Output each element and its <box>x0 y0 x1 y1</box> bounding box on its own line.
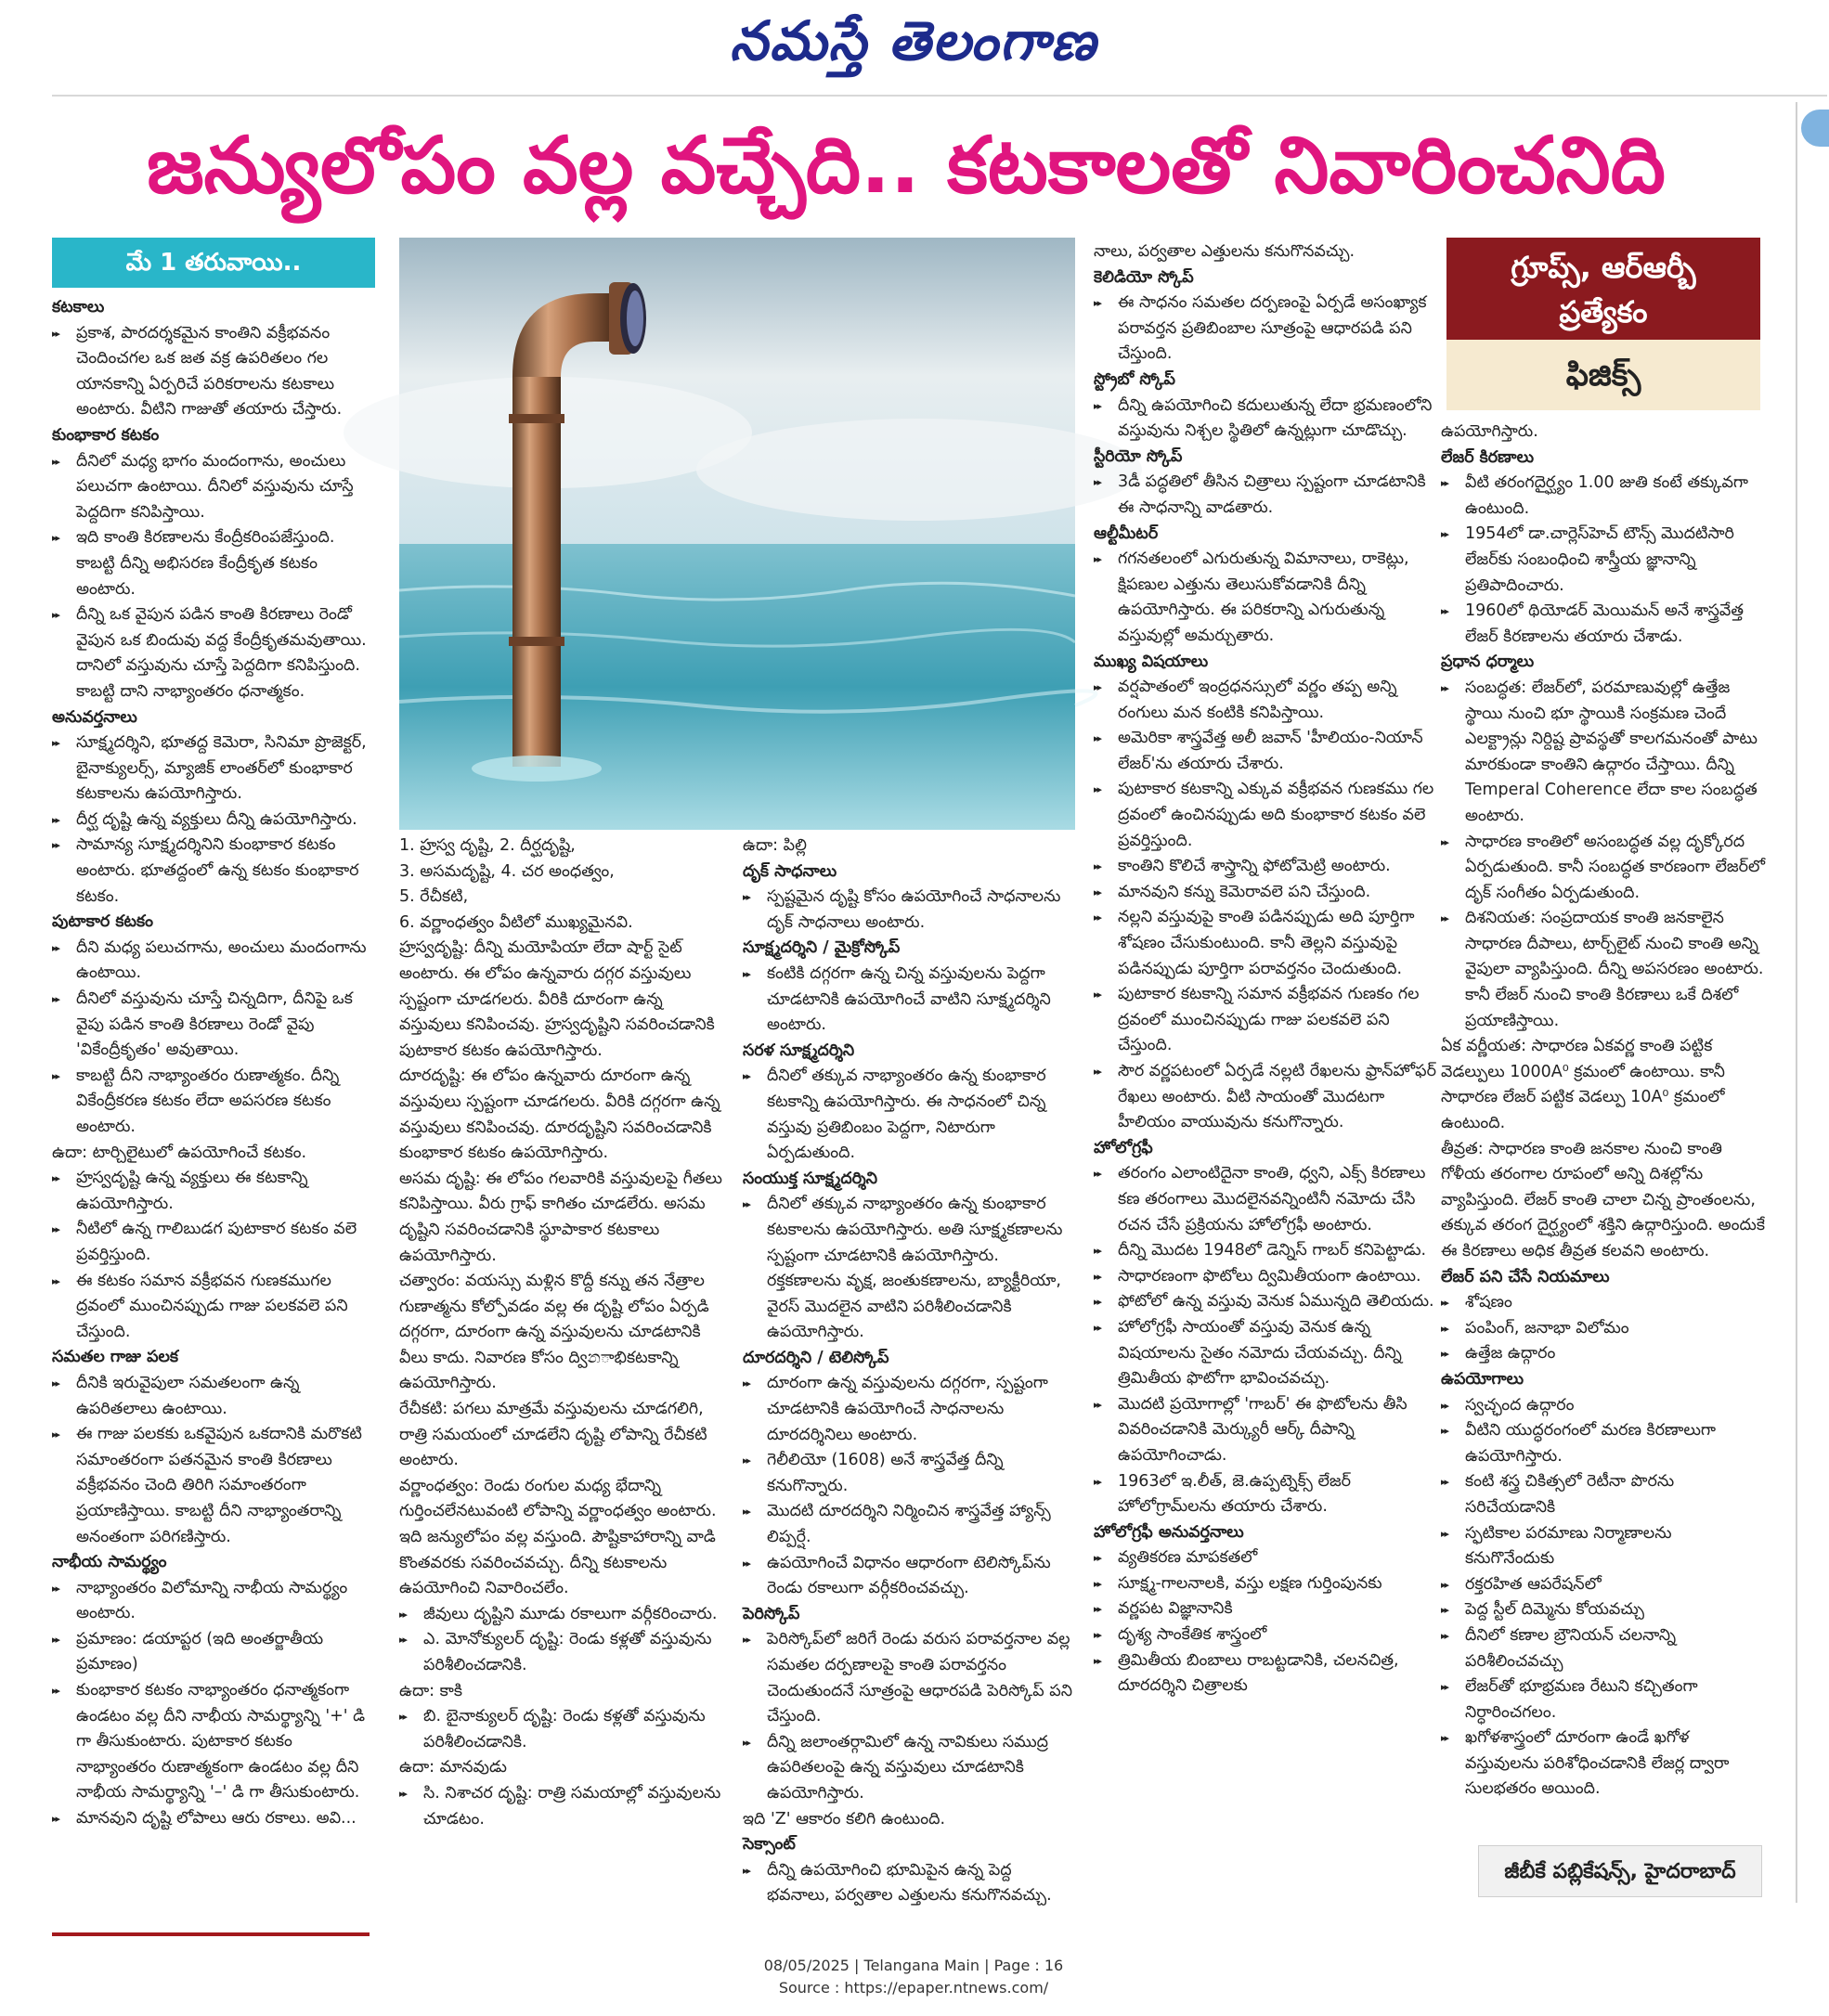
footer-rule <box>52 1932 370 1936</box>
paragraph: ▸▸ దీన్ని జలాంతర్గామిలో ఉన్న నావికులు సముద్ర ఉపరితలంపై ఉన్న వస్తువులు చూడటానికి ఉపయోగిస్తారు. <box>743 1730 1077 1807</box>
paragraph: ▸▸ వీటిని యుద్ధరంగంలో మరణ కిరణాలుగా ఉపయోగిస్తారు. <box>1441 1418 1766 1469</box>
article-column-1 <box>52 295 377 1892</box>
article-column-2 <box>399 834 724 1892</box>
paragraph: ఇది 'Z' ఆకారం కలిగి ఉంటుంది. <box>743 1809 946 1829</box>
paragraph: ▸▸ సూక్ష్మదర్శిని, భూతద్ద కెమెరా, సినిమా ప్రొజెక్టర్, బైనాక్యులర్స్, మ్యాజిక్ లాంతర్‌లో కుంభాకార కటకాలను ఉపయోగిస్తారు. <box>52 730 377 808</box>
section-heading: కెలిడియో స్కోప్ <box>1094 267 1194 287</box>
section-heading: ఉపయోగాలు <box>1441 1369 1524 1389</box>
section-heading: సరళ సూక్ష్మదర్శిని <box>743 1040 855 1060</box>
paragraph: ఉదా: మానవుడు <box>399 1758 507 1777</box>
subject-label: ఫిజిక్స్ <box>1446 340 1760 410</box>
paragraph: ▸▸ కుంభాకార కటకం నాభ్యాంతరం ధనాత్మకంగా ఉండటం వల్ల దీని నాభీయ సామర్థ్యాన్ని '+' డి గా తీసుకుంటారు. పుటాకార కటకం నాభ్యాంతరం రుణాత్మకంగా ఉండటం వల్ల దీని నాభీయ సామర్థ్యాన్ని '–' డి గా తీసుకుంటారు. <box>52 1678 377 1806</box>
section-heading: సంయుక్త సూక్ష్మదర్శిని <box>743 1169 878 1188</box>
paragraph: ▸▸ ఇది కాంతి కిరణాలను కేంద్రీకరింపజేస్తుంది. కాబట్టి దీన్ని అభిసరణ కేంద్రీకృత కటకం అంటారు. <box>52 525 377 602</box>
paragraph: ఉపయోగిస్తారు. <box>1441 422 1538 441</box>
paragraph: ▸▸ స్వచ్ఛంద ఉద్గారం <box>1441 1393 1766 1419</box>
page-headline: జన్యులోపం వల్ల వచ్చేది.. కటకాలతో నివారించనిది <box>147 120 1666 211</box>
series-title-line2: ప్రత్యేకం <box>1559 294 1648 330</box>
paragraph: ▸▸ సంబద్ధత: లేజర్‌లో, పరమాణువుల్లో ఉత్తేజ స్థాయి నుంచి భూ స్థాయికి సంక్రమణ చెందే ఎలక్ట్రాన్లు నిర్దిష్ట ప్రావస్థతో కాలగమనంతో పాటు మారకుండా కాంతిని ఉద్గారం చేస్తాయి. దీన్ని Temperal Coherence లేదా కాల సంబద్ధత అంటారు. <box>1441 676 1766 830</box>
paragraph: ▸▸ 1960లో థియోడర్ మెయిమన్ అనే శాస్త్రవేత్త లేజర్ కిరణాలను తయారు చేశాడు. <box>1441 599 1766 650</box>
paragraph: ▸▸ గగనతలంలో ఎగురుతున్న విమానాలు, రాకెట్లు, క్షిపణుల ఎత్తును తెలుసుకోవడానికి దీన్ని ఉపయోగిస్తారు. ఈ పరికరాన్ని ఎగురుతున్న వస్తువుల్లో అమర్చుతారు. <box>1094 547 1437 649</box>
paragraph: ▸▸ మానవుని దృష్టి లోపాలు ఆరు రకాలు. అవి... <box>52 1806 377 1832</box>
paragraph: ▸▸ పెద్ద స్టీల్ దిమ్మెను కోయవచ్చు <box>1441 1597 1766 1623</box>
paragraph: ▸▸ త్రిమితీయ బింబాలు రాబట్టడానికి, చలనచిత్ర, దూరదర్శిని చిత్రాలకు <box>1094 1648 1437 1699</box>
paragraph: ▸▸ మొదటి ప్రయోగాల్లో 'గాబర్' ఈ ఫొటోలను తీసి వివరించడానికి మెర్క్యురీ ఆర్క్ దీపాన్ని ఉపయోగించాడు. <box>1094 1392 1437 1469</box>
paragraph: ▸▸ సూక్ష్మ-గాలనాలకి, వస్తు లక్షణ గుర్తింపునకు <box>1094 1571 1437 1597</box>
paragraph: ▸▸ సాధారణ కాంతిలో అసంబద్ధత వల్ల దృక్కోరద ఏర్పడుతుంది. కానీ సంబద్ధత కారణంగా లేజర్‌లో దృక్ సంగీతం ఏర్పడుతుంది. <box>1441 830 1766 907</box>
paragraph: ▸▸ హ్రస్వదృష్టి ఉన్న వ్యక్తులు ఈ కటకాన్ని ఉపయోగిస్తారు. <box>52 1166 377 1217</box>
periscope-photo <box>399 238 1075 830</box>
newspaper-logo: నమస్తే తెలంగాణ <box>730 9 1097 72</box>
adjacent-page-strip <box>1796 102 1827 1903</box>
paragraph: ▸▸ ఖగోళశాస్త్రంలో దూరంగా ఉండే ఖగోళ వస్తువులను పరిశోధించడానికి లేజర్ల ద్వారా సులభతరం అయింది. <box>1441 1725 1766 1803</box>
paragraph: ఏక వర్ణీయత: సాధారణ ఏకవర్ణ కాంతి పట్టిక వెడల్పులు 1000A⁰ క్రమంలో ఉంటాయి. కానీ సాధారణ లేజర్ పట్టిక వెడల్పు 10A⁰ క్రమంలో ఉంటుంది. <box>1441 1037 1725 1133</box>
paragraph: ▸▸ తరంగం ఎలాంటిదైనా కాంతి, ధ్వని, ఎక్స్ కిరణాలు కణ తరంగాలు మొదలైనవన్నింటినీ నమోదు చేసి రచన చేసే ప్రక్రియను హోలోగ్రఫీ అంటారు. <box>1094 1161 1437 1238</box>
page-footer <box>0 1955 1827 1999</box>
article-column-3 <box>743 834 1077 1906</box>
paragraph: ▸▸ లేజర్‌తో భూభ్రమణ రేటుని కచ్చితంగా నిర్ధారించగలం. <box>1441 1674 1766 1725</box>
paragraph: ▸▸ 1963లో ఇ.లీత్, జె.ఉప్పట్నెక్స్ లేజర్ హోలోగ్రామ్‌లను తయారు చేశారు. <box>1094 1469 1437 1520</box>
paragraph: ▸▸ కాంతిని కొలిచే శాస్త్రాన్ని ఫోటోమెట్రి అంటారు. <box>1094 854 1437 880</box>
paragraph: ▸▸ ఉత్తేజ ఉద్గారం <box>1441 1341 1766 1367</box>
paragraph: ▸▸ దిశనియత: సంప్రదాయక కాంతి జనకాలైన సాధారణ దీపాలు, టార్చ్‌లైట్ నుంచి కాంతి అన్ని వైపులా వ్యాపిస్తుంది. దీన్ని అపసరణం అంటారు. కానీ లేజర్ నుంచి కాంతి కిరణాలు ఒకే దిశలో ప్రయాణిస్తాయి. <box>1441 906 1766 1034</box>
paragraph: ▸▸ 3డీ పద్ధతిలో తీసిన చిత్రాలు స్పష్టంగా చూడటానికి ఈ సాధనాన్ని వాడతారు. <box>1094 470 1437 521</box>
section-heading: పెరిస్కోప్ <box>743 1604 800 1623</box>
paragraph: ▸▸ సౌర వర్ణపటంలో ఏర్పడే నల్లటి రేఖలను ఫ్రాన్‌హోఫర్ రేఖలు అంటారు. వీటి సాయంతో మొదటగా హీలియం వాయువును కనుగొన్నారు. <box>1094 1059 1437 1136</box>
section-heading: ముఖ్య విషయాలు <box>1094 652 1209 671</box>
paragraph: ▸▸ వ్యతికరణ మాపకతలో <box>1094 1545 1437 1571</box>
paragraph: ▸▸ రక్తరహిత ఆపరేషన్‌లో <box>1441 1572 1766 1598</box>
paragraph: ▸▸ నాభ్యాంతరం విలోమాన్ని నాభీయ సామర్థ్యం అంటారు. <box>52 1576 377 1627</box>
article-column-5 <box>1441 420 1766 1849</box>
paragraph: ▸▸ దీర్ఘ దృష్టి ఉన్న వ్యక్తులు దీన్ని ఉపయోగిస్తారు. <box>52 808 377 834</box>
paragraph: ▸▸ దీనిలో తక్కువ నాభ్యాంతరం ఉన్న కుంభాకార కటకాలను ఉపయోగిస్తారు. అతి సూక్ష్మకణాలను స్పష్టంగా చూడటానికి ఉపయోగిస్తారు. రక్తకణాలను వృక్ష, జంతుకణాలను, బ్యాక్టీరియా, వైరస్ మొదలైన వాటిని పరిశీలించడానికి ఉపయోగిస్తారు. <box>743 1192 1077 1346</box>
paragraph: ▸▸ స్ఫటికాల పరమాణు నిర్మాణాలను కనుగొనేందుకు <box>1441 1521 1766 1572</box>
paragraph: ▸▸ సామాన్య సూక్ష్మదర్శినిని కుంభాకార కటకం అంటారు. భూతద్దంలో ఉన్న కటకం కుంభాకార కటకం. <box>52 833 377 910</box>
paragraph: ▸▸ పుటాకార కటకాన్ని ఎక్కువ వక్రీభవన గుణకము గల ద్రవంలో ఉంచినప్పుడు అది కుంభాకార కటకం వలె ప్రవర్తిస్తుంది. <box>1094 777 1437 854</box>
periscope-illustration <box>399 238 1075 830</box>
continuation-label: మే 1 తరువాయి.. <box>52 238 375 288</box>
paragraph: నాలు, పర్వతాల ఎత్తులను కనుగొనవచ్చు. <box>1094 242 1356 261</box>
paragraph: ▸▸ హోలోగ్రఫీ సాయంతో వస్తువు వెనుక ఉన్న విషయాలను సైతం నమోదు చేయవచ్చు. దీన్ని త్రిమితీయ ఫొటోగా భావించవచ్చు. <box>1094 1315 1437 1392</box>
paragraph: ▸▸ దీన్ని మొదట 1948లో డెన్నిస్ గాబర్ కనిపెట్టాడు. <box>1094 1238 1437 1264</box>
paragraph: ▸▸ వర్షపాతంలో ఇంద్రధనస్సులో వర్ణం తప్ప అన్ని రంగులు మన కంటికి కనిపిస్తాయి. <box>1094 675 1437 726</box>
paragraph: రేచీకటి: పగలు మాత్రమే వస్తువులను చూడగలిగి, రాత్రి సమయంలో చూడలేని దృష్టి లోపాన్ని రేచీకటి అంటారు. <box>399 1400 707 1470</box>
paragraph: చత్వారం: వయస్సు మళ్లిన కొద్దీ కన్ను తన నేత్రాల గుణాత్మను కోల్పోవడం వల్ల ఈ దృష్టి లోపం ఏర్పడి దగ్గరగా, దూరంగా ఉన్న వస్తువులను చూడటానికి వీలు కాదు. నివారణ కోసం ద్విනాభికటకాన్ని ఉపయోగిస్తారు. <box>399 1272 709 1393</box>
paragraph: దూరదృష్టి: ఈ లోపం ఉన్నవారు దూరంగా ఉన్న వస్తువులు స్పష్టంగా చూడగలరు. వీరికి దగ్గరగా ఉన్న వస్తువులు కనిపించవు. దూరదృష్టిని సవరించడానికి కుంభాకార కటకం ఉపయోగిస్తారు. <box>399 1066 720 1163</box>
section-heading: స్ట్రోబో స్కోప్ <box>1094 369 1175 389</box>
section-heading: కుంభాకార కటకం <box>52 425 160 445</box>
paragraph: ▸▸ దీని మధ్య పలుచగాను, అంచులు మందంగాను ఉంటాయి. <box>52 936 377 987</box>
section-heading: ప్రధాన ధర్మాలు <box>1441 653 1535 672</box>
paragraph: ▸▸ దూరంగా ఉన్న వస్తువులను దగ్గరగా, స్పష్టంగా చూడటానికి ఉపయోగించే సాధనాలను దూరదర్శినిలు అంటారు. <box>743 1371 1077 1448</box>
paragraph: ▸▸ సాధారణంగా ఫొటోలు ద్విమితీయంగా ఉంటాయి. <box>1094 1264 1437 1290</box>
paragraph: ▸▸ పుటాకార కటకాన్ని సమాన వక్రీభవన గుణకం గల ద్రవంలో ముంచినప్పుడు గాజు పలకవలె పని చేస్తుంది. <box>1094 982 1437 1059</box>
paragraph: ఉదా: పిల్లి <box>743 836 807 855</box>
paragraph: ▸▸ వీటి తరంగదైర్ఘ్యం 1.00 జుతి కంటే తక్కువగా ఉంటుంది. <box>1441 471 1766 522</box>
paragraph: ▸▸ కాబట్టి దీని నాభ్యాంతరం రుణాత్మకం. దీన్ని వికేంద్రీకరణ కటకం లేదా అపసరణ కటకం అంటారు. <box>52 1064 377 1141</box>
paragraph: ▸▸ జీవులు దృష్టిని మూడు రకాలుగా వర్గీకరించారు. <box>399 1602 724 1628</box>
paragraph: ▸▸ గెలీలియో (1608) అనే శాస్త్రవేత్త దీన్ని కనుగొన్నారు. <box>743 1448 1077 1499</box>
paragraph: ▸▸ దీనిలో కణాల బ్రౌనియన్ చలనాన్ని పరిశీలించవచ్చు <box>1441 1623 1766 1674</box>
paragraph: ▸▸ స్పష్టమైన దృష్టి కోసం ఉపయోగించే సాధనాలను దృక్ సాధనాలు అంటారు. <box>743 885 1077 936</box>
paragraph: ఉదా: టార్చిలైటులో ఉపయోగించే కటకం. <box>52 1143 307 1162</box>
paragraph: ▸▸ ఈ కటకం సమాన వక్రీభవన గుణకముగల ద్రవంలో ముంచినప్పుడు గాజు పలకవలె పని చేస్తుంది. <box>52 1269 377 1346</box>
paragraph: 6. వర్ణాంధత్వం వీటిలో ముఖ్యమైనవి. <box>399 912 633 932</box>
top-divider <box>52 95 1827 97</box>
section-heading: హోలోగ్రఫీ <box>1094 1138 1153 1157</box>
section-heading: లేజర్ పని చేసే నియమాలు <box>1441 1267 1610 1286</box>
series-title-line1: గ్రూప్స్, ఆర్ఆర్బీ <box>1511 250 1696 285</box>
paragraph: ▸▸ పెరిస్కోప్‌లో జరిగే రెండు వరుస పరావర్తనాల వల్ల సమతల దర్పణాలపై కాంతి పరావర్తనం చెందుతుందనే సూత్రంపై ఆధారపడి పెరిస్కోప్ పని చేస్తుంది. <box>743 1627 1077 1729</box>
paragraph: ▸▸ పంపింగ్, జనాభా విలోమం <box>1441 1316 1766 1342</box>
paragraph: ▸▸ ఈ సాధనం సమతల దర్పణంపై ఏర్పడే అసంఖ్యాక పరావర్తన ప్రతిబింబాల సూత్రంపై ఆధారపడి పని చేస్తుంది. <box>1094 291 1437 368</box>
paragraph: ▸▸ మొదటి దూరదర్శిని నిర్మించిన శాస్త్రవేత్త హ్యాన్స్ లిప్పర్షే. <box>743 1499 1077 1550</box>
paragraph: ▸▸ దీనికి ఇరువైపులా సమతలంగా ఉన్న ఉపరితలాలు ఉంటాయి. <box>52 1371 377 1422</box>
section-heading: హోలోగ్రఫీ అనువర్తనాలు <box>1094 1522 1244 1542</box>
paragraph: ▸▸ వర్ణపట విజ్ఞానానికి <box>1094 1596 1437 1622</box>
article-column-4 <box>1094 239 1437 1892</box>
section-heading: నాభీయ సామర్థ్యం <box>52 1553 167 1572</box>
adjacent-page-logo <box>1801 110 1829 147</box>
paragraph: ▸▸ ఎ. మోనోక్యులర్ దృష్టి: రెండు కళ్లతో వస్తువును పరిశీలించడానికి. <box>399 1627 724 1678</box>
paragraph: ▸▸ నల్లని వస్తువుపై కాంతి పడినప్పుడు అది పూర్తిగా శోషణం చేసుకుంటుంది. కానీ తెల్లని వస్తువుపై పడినప్పుడు పూర్తిగా పరావర్తనం చెందుతుంది. <box>1094 905 1437 982</box>
paragraph: ▸▸ 1954లో డా.చార్లెస్‌హెచ్ టౌన్స్ మొదటిసారి లేజర్‌కు సంబంధించి శాస్త్రీయ జ్ఞానాన్ని ప్రతిపాదించారు. <box>1441 522 1766 599</box>
section-heading: సమతల గాజు పలక <box>52 1348 179 1367</box>
series-title <box>1446 238 1760 340</box>
paragraph: ▸▸ దీన్ని ఉపయోగించి భూమిపైన ఉన్న పెద్ద భవనాలు, పర్వతాల ఎత్తులను కనుగొనవచ్చు. <box>743 1858 1077 1909</box>
paragraph: ▸▸ దీన్ని ఉపయోగించి కదులుతున్న లేదా భ్రమణంలోని వస్తువును నిశ్చల స్థితిలో ఉన్నట్లుగా చూడొచ్చు. <box>1094 394 1437 445</box>
section-heading: స్టీరియో స్కోప్ <box>1094 446 1183 466</box>
paragraph: ▸▸ సి. నిశాచర దృష్టి: రాత్రి సమయాల్లో వస్తువులను చూడటం. <box>399 1781 724 1832</box>
section-heading: పుటాకార కటకం <box>52 912 154 932</box>
paragraph: హ్రస్వదృష్టి: దీన్ని మయోపియా లేదా షార్ట్ సైట్ అంటారు. ఈ లోపం ఉన్నవారు దగ్గర వస్తువులు స్పష్టంగా చూడగలరు. వీరికి దూరంగా ఉన్న వస్తువులు కనిపించవు. హ్రస్వదృష్టిని సవరించడానికి పుటాకార కటకం ఉపయోగిస్తారు. <box>399 938 715 1060</box>
section-heading: దూరదర్శిని / టెలిస్కోప్ <box>743 1348 889 1367</box>
paragraph: ▸▸ దీనిలో తక్కువ నాభ్యాంతరం ఉన్న కుంభాకార కటకాన్ని ఉపయోగిస్తారు. ఈ సాధనంలో చిన్న వస్తువు ప్రతిబింబం పెద్దగా, నిటారుగా ఏర్పడుతుంది. <box>743 1064 1077 1166</box>
paragraph: ▸▸ కంటి శస్త్ర చికిత్సలో రెటీనా పొరను సరిచేయడానికి <box>1441 1469 1766 1520</box>
paragraph: ▸▸ దృశ్య సాంకేతిక శాస్త్రంలో <box>1094 1622 1437 1648</box>
paragraph: ▸▸ ప్రమాణం: డయాప్టర (ఇది అంతర్జాతీయ ప్రమాణం) <box>52 1627 377 1678</box>
paragraph: అసమ దృష్టి: ఈ లోపం గలవారికి వస్తువులపై గీతలు కనిపిస్తాయి. వీరు గ్రాఫ్ కాగితం చూడలేరు. అసమ దృష్టిని సవరించడానికి స్థూపాకార కటకాలు ఉపయోగిస్తారు. <box>399 1169 722 1265</box>
paragraph: ▸▸ ఫోటోలో ఉన్న వస్తువు వెనుక ఏమున్నది తెలియదు. <box>1094 1289 1437 1315</box>
series-box <box>1446 238 1760 410</box>
paragraph: ▸▸ మానవుని కన్ను కెమెరావలె పని చేస్తుంది. <box>1094 880 1437 906</box>
section-heading: లేజర్ కిరణాలు <box>1441 447 1535 467</box>
paragraph: ▸▸ ప్రకాశ, పారదర్శకమైన కాంతిని వక్రీభవనం చెందించగల ఒక జత వక్ర ఉపరితలం గల యానకాన్ని ఏర్పరిచే పరికరాలను కటకాలు అంటారు. వీటిని గాజుతో తయారు చేస్తారు. <box>52 321 377 423</box>
paragraph: ▸▸ కంటికి దగ్గరగా ఉన్న చిన్న వస్తువులను పెద్దగా చూడటానికి ఉపయోగించే వాటిని సూక్ష్మదర్శిని అంటారు. <box>743 962 1077 1039</box>
section-heading: సెక్సాంట్ <box>743 1835 796 1854</box>
paragraph: ▸▸ బి. బైనాక్యులర్ దృష్టి: రెండు కళ్లతో వస్తువును పరిశీలించడానికి. <box>399 1704 724 1755</box>
footer-date-line: 08/05/2025 | Telangana Main | Page : 16 <box>763 1957 1064 1974</box>
section-heading: దృక్ సాధనాలు <box>743 861 837 881</box>
section-heading: సూక్ష్మదర్శిని / మైక్రోస్కోప్ <box>743 938 901 958</box>
paragraph: ఉదా: కాకి <box>399 1681 463 1700</box>
paragraph: ▸▸ దీనిలో వస్తువును చూస్తే చిన్నదిగా, దీనిపై ఒక వైపు పడిన కాంతి కిరణాలు రెండో వైపు 'వికేంద్రీకృతం' అవుతాయి. <box>52 987 377 1064</box>
paragraph: ▸▸ శోషణం <box>1441 1290 1766 1316</box>
publisher-credit: జీబీకే పబ్లికేషన్స్, హైదరాబాద్ <box>1478 1845 1762 1897</box>
paragraph: 5. రేచీకటి, <box>399 887 469 907</box>
section-heading: ఆల్టీమీటర్ <box>1094 523 1159 543</box>
paragraph: 1. హ్రస్వ దృష్టి, 2. దీర్ఘదృష్టి, <box>399 836 576 855</box>
section-heading: అనువర్తనాలు <box>52 707 137 727</box>
paragraph: 3. అసమదృష్టి, 4. చర అంధత్వం, <box>399 861 615 881</box>
paragraph: ▸▸ దీన్ని ఒక వైపున పడిన కాంతి కిరణాలు రెండో వైపున ఒక బిందువు వద్ద కేంద్రీకృతమవుతాయి. దానిలో వస్తువును చూస్తే పెద్దదిగా కనిపిస్తుంది. కాబట్టి దాని నాభ్యాంతరం ధనాత్మకం. <box>52 602 377 704</box>
paragraph: ▸▸ నీటిలో ఉన్న గాలిబుడగ పుటాకార కటకం వలె ప్రవర్తిస్తుంది. <box>52 1217 377 1268</box>
paragraph: వర్ణాంధత్వం: రెండు రంగుల మధ్య భేదాన్ని గుర్తించలేనటువంటి లోపాన్ని వర్ణాంధత్వం అంటారు. ఇది జన్యులోపం వల్ల వస్తుంది. పౌష్టికాహారాన్ని వాడి కొంతవరకు సవరించవచ్చు. దీన్ని కటకాలను ఉపయోగించి నివారించలేం. <box>399 1476 717 1598</box>
paragraph: ▸▸ దీనిలో మధ్య భాగం మందంగాను, అంచులు పలుచగా ఉంటాయి. దీనిలో వస్తువును చూస్తే పెద్దదిగా కనిపిస్తాయి. <box>52 449 377 526</box>
paragraph: ▸▸ ఈ గాజు పలకకు ఒకవైపున ఒకదానికి మరొకటి సమాంతరంగా పతనమైన కాంతి కిరణాలు వక్రీభవనం చెంది తిరిగి సమాంతరంగా ప్రయాణిస్తాయి. కాబట్టి దీని నాభ్యాంతరాన్ని అనంతంగా పరిగణిస్తారు. <box>52 1422 377 1550</box>
paragraph: ▸▸ అమెరికా శాస్త్రవేత్త అలీ జవాన్ 'హీలియం-నియాన్ లేజర్'ను తయారు చేశారు. <box>1094 726 1437 777</box>
paragraph: తీవ్రత: సాధారణ కాంతి జనకాల నుంచి కాంతి గోళీయ తరంగాల రూపంలో అన్ని దిశల్లోను వ్యాపిస్తుంది. లేజర్ కాంతి చాలా చిన్న ప్రాంతంలను, తక్కువ తరంగ దైర్ఘ్యంలో శక్తిని ఉద్గారిస్తుంది. అందుకే ఈ కిరణాలు అధిక తీవ్రత కలవని అంటారు. <box>1441 1139 1765 1260</box>
paragraph: ▸▸ ఉపయోగించే విధానం ఆధారంగా టెలిస్కోప్‌ను రెండు రకాలుగా వర్గీకరించవచ్చు. <box>743 1551 1077 1602</box>
masthead <box>0 0 1827 93</box>
footer-source-line: Source : https://epaper.ntnews.com/ <box>778 1979 1049 1997</box>
section-heading: కటకాలు <box>52 298 105 317</box>
